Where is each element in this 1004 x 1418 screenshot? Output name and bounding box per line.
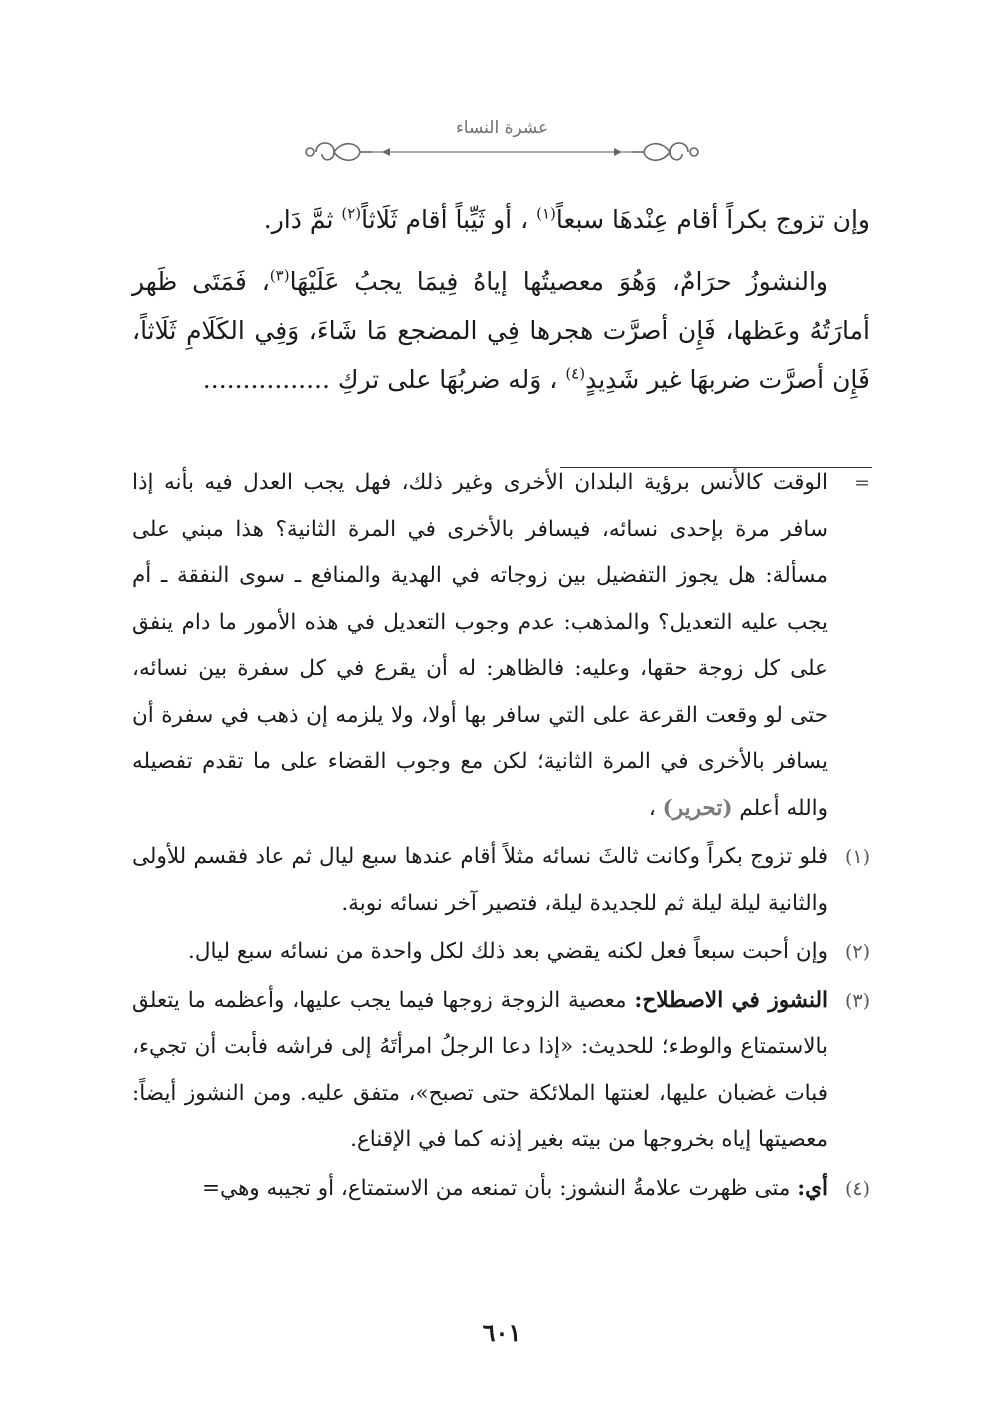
main-text-span: ، وَله ضربُهَا على تركِ (337, 365, 566, 394)
footnote-marker: (٣) (844, 989, 870, 1012)
footnotes (132, 460, 870, 1212)
footnote-3 (132, 978, 870, 1164)
main-text-span: ثمَّ دَار. (263, 205, 342, 234)
footnote-body (132, 1166, 828, 1213)
footnote-marker: (٤) (844, 1177, 870, 1200)
footnote-text-end: ، (648, 795, 656, 821)
main-paragraph-2 (132, 257, 870, 404)
footnote-text: معصية الزوجة زوجها فيما يجب عليها، وأعظمه ما يتعلق بالاستمتاع والوطء؛ للحديث: «إذا دعا الرجلُ امرأتَهُ إلى فراشه فأبت أن تجيء، فبات غضبان عليها، لعنتها الملائكة حتى تصبح»، متفق عليه. ومن النشوز أيضاً: معصيتها إياه بخروجها من بيته بغير إذنه كما في الإقناع. (132, 987, 828, 1152)
footnote-marker: (٢) (844, 941, 870, 963)
footnote-continued (132, 460, 870, 832)
footnote-marker: = (854, 472, 870, 494)
footnote-ref-3[interactable]: (٣) (269, 266, 290, 285)
footnote-text: الوقت كالأنس برؤية البلدان الأخرى وغير ذلك، فهل يجب العدل فيه بأنه إذا سافر مرة بإحدى نسائه، فيسافر بالأخرى في المرة الثانية؟ هذا مبني على مسألة: هل يجوز التفضيل بين زوجاته في الهدية والمنافع ـ سوى النفقة ـ أم يجب عليه التعديل؟ والمذهب: عدم وجوب التعديل في هذه الأمور ما دام ينفق على كل زوجة حقها، وعليه: فالظاهر: له أن يقرع في كل سفرة بين نسائه، حتى لو وقعت القرعة على التي سافر بها أولا، ولا يلزمه إن ذهب في سفرة أن يسافر بالأخرى في المرة الثانية؛ لكن مع وجوب القضاء على ما تقدم تفصيله والله أعلم (132, 470, 828, 821)
footnote-body: فلو تزوج بكراً وكانت ثالثَ نسائه مثلاً أقام عندها سبع ليال ثم عاد فقسم للأولى والثانية ليلة ليلة ثم للجديدة ليلة، فتصير آخر نسائه نوبة. (132, 844, 828, 916)
continuation-dots: ................ (202, 365, 338, 394)
main-text-span: والنشوزُ حرَامٌ، وَهُوَ معصيتُها إياهُ فِيمَا يجبُ عَلَيْهَا (289, 267, 828, 296)
page-number: ٦٠١ (482, 1318, 522, 1347)
footnote-ref-2[interactable]: (٢) (341, 204, 362, 223)
main-text-span: ، فَمَتَى ظَهر أمارَتُهُ وعَظها، فَإِن أصرَّت هجرها فِي المضجع مَا شَاءَ، وَفِي الكَلَامِ ثَلَاثاً، فَإِن أصرَّت ضربهَا غير شَدِيدٍ (132, 267, 870, 394)
footnote-marker: (١) (844, 846, 870, 868)
main-text-span: وإن تزوج بكراً أقام عِنْدهَا سبعاً (555, 205, 870, 234)
footnote-ref-1[interactable]: (١) (536, 204, 556, 223)
header-ornament-icon (302, 132, 702, 172)
footnote-1 (132, 834, 870, 927)
footnote-term: أي: (797, 1175, 828, 1201)
footnote-4 (132, 1166, 870, 1213)
footnote-body: وإن أحبت سبعاً فعل لكنه يقضي بعد ذلك لكل واحدة من نسائه سبع ليال. (188, 939, 828, 964)
main-paragraph-1 (132, 195, 870, 244)
footnote-body (132, 978, 828, 1164)
footnote-term: النشوز في الاصطلاح: (634, 987, 828, 1013)
editor-tag: (تحرير) (662, 795, 733, 821)
footnote-ref-4[interactable]: (٤) (565, 364, 586, 383)
footnote-text: متى ظهرت علامةُ النشوز: بأن تمنعه من الاستمتاع، أو تجيبه وهي= (202, 1175, 798, 1201)
main-text (132, 195, 870, 404)
footnote-body (132, 460, 828, 832)
main-text-span: ، أو ثَيِّباً أقام ثَلَاثاً (361, 205, 537, 234)
running-title: عشرة النساء (455, 118, 549, 138)
footnote-2 (132, 929, 870, 976)
